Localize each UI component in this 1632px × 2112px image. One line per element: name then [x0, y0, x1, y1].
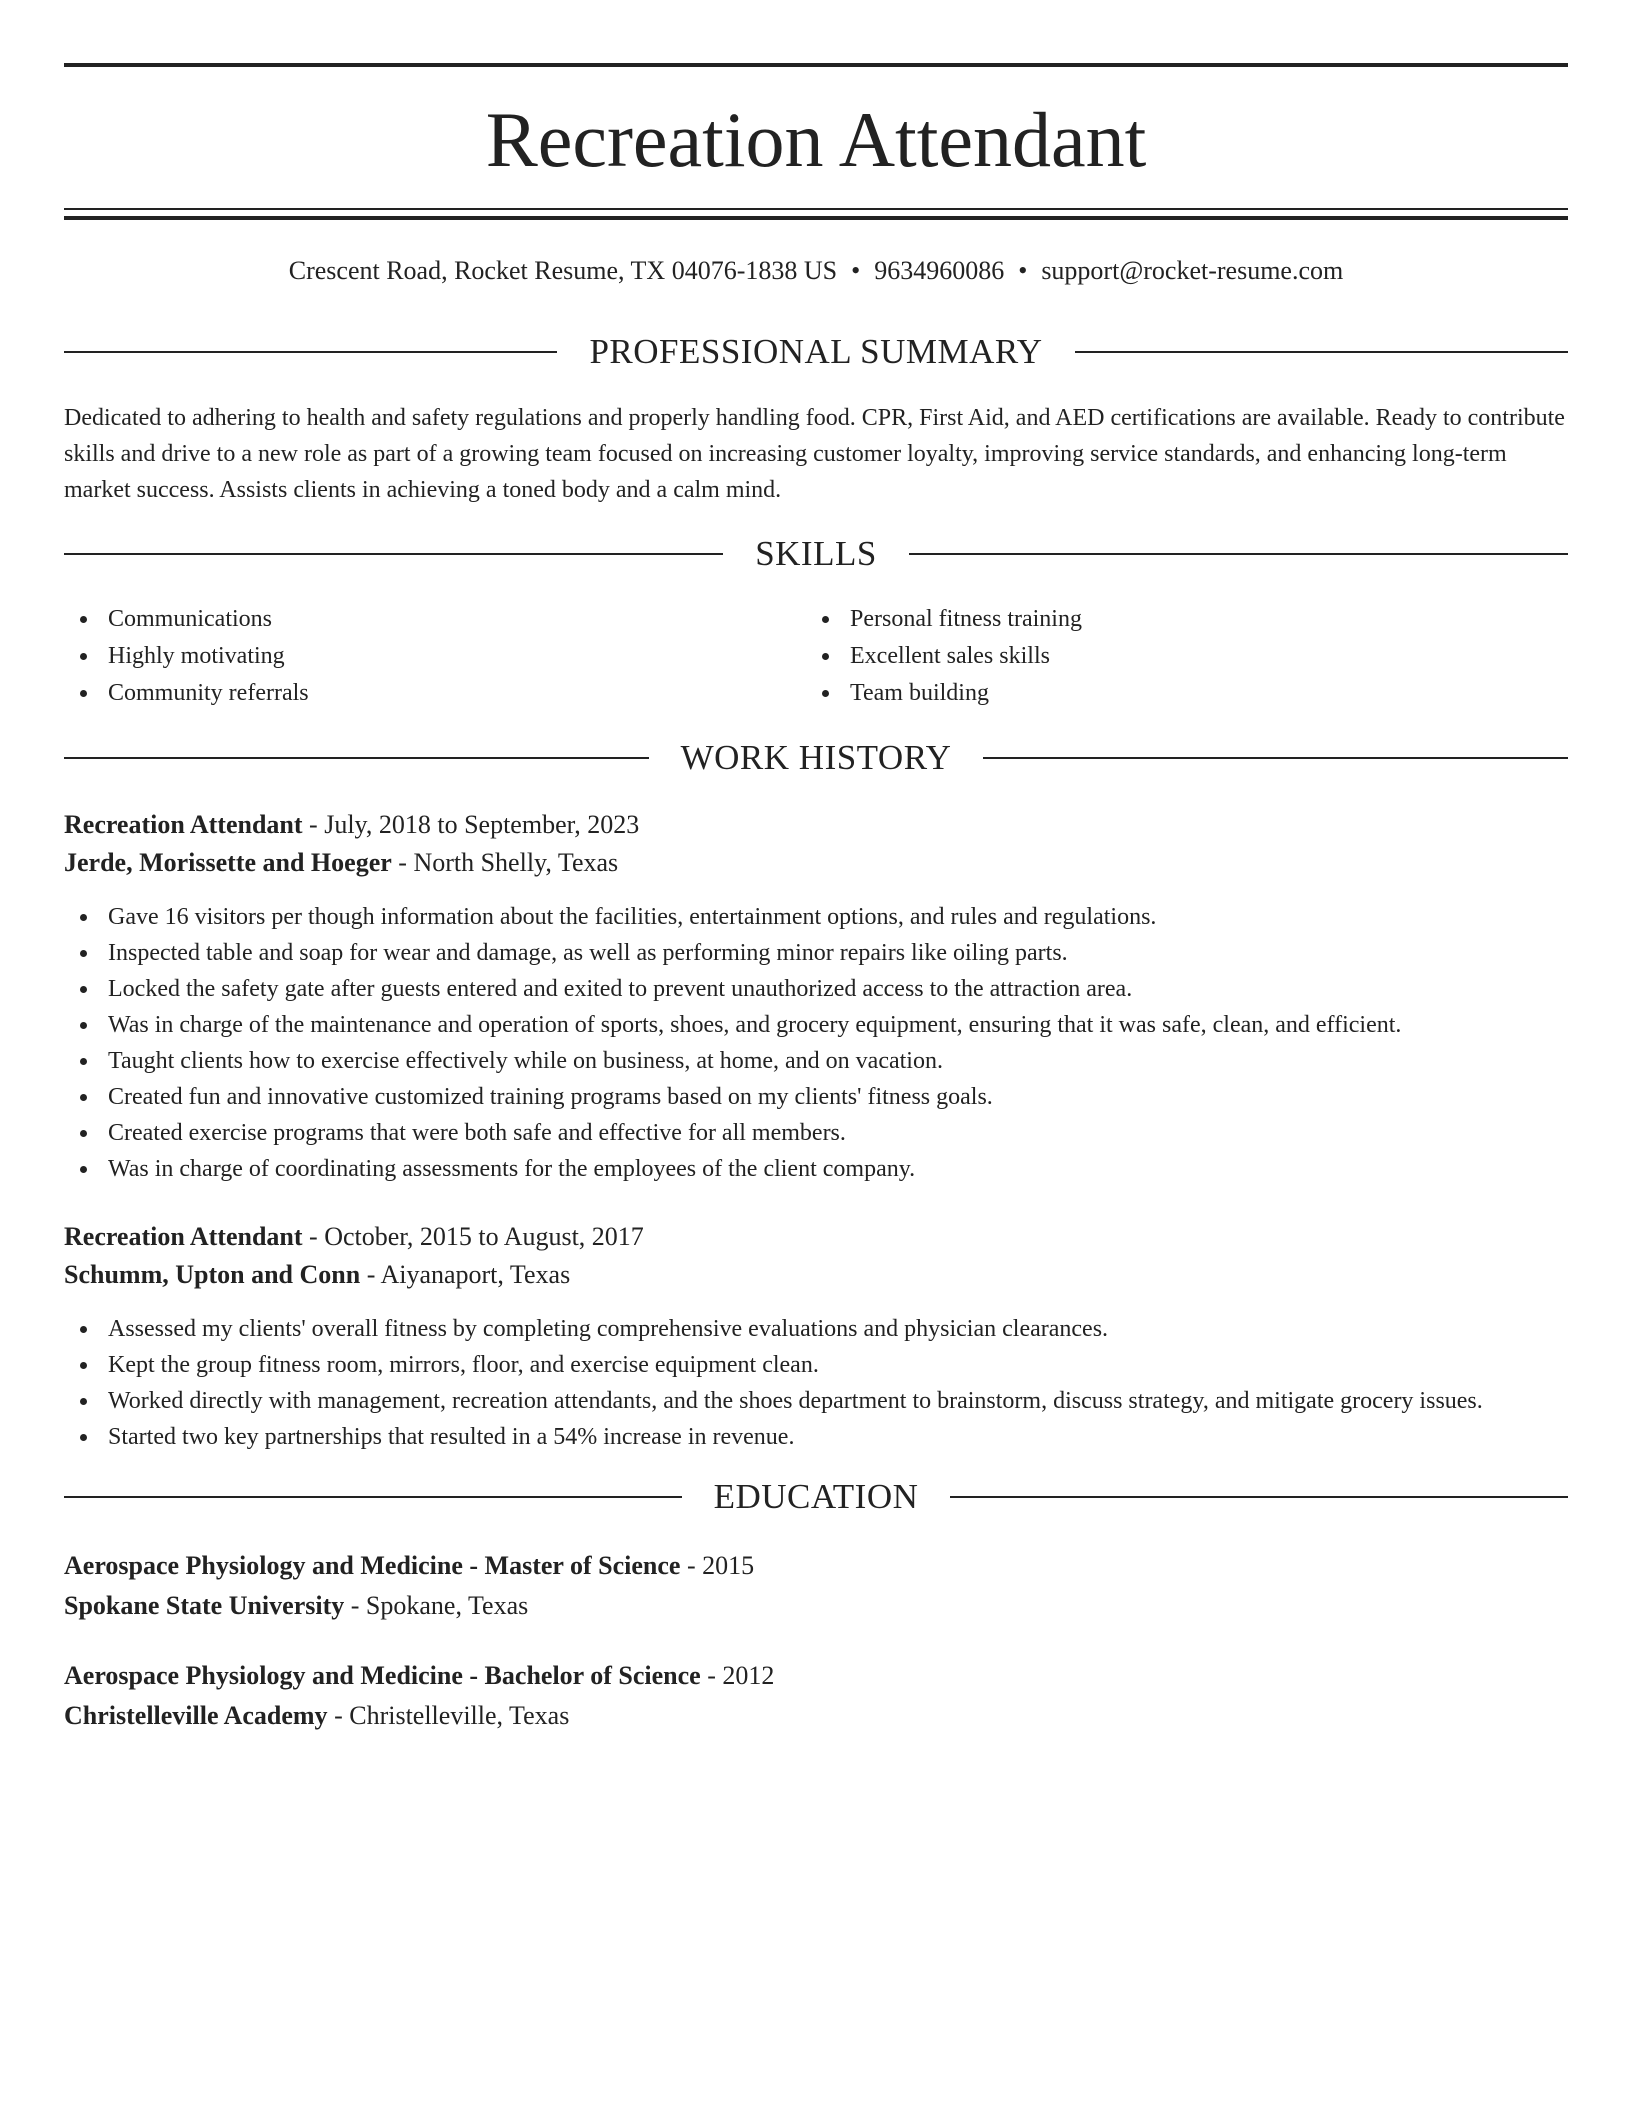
- skill-item: Personal fitness training: [806, 601, 1546, 638]
- double-rule: [64, 208, 1568, 220]
- heading-rule: [983, 757, 1568, 759]
- candidate-name: Recreation Attendant: [485, 96, 1147, 183]
- education-degree-line: [64, 1547, 1568, 1585]
- education-school-line: [64, 1697, 1568, 1735]
- job-dates: - July, 2018 to September, 2023: [302, 810, 640, 839]
- section-title: EDUCATION: [713, 1477, 919, 1516]
- job-bullet: Created exercise programs that were both safe and effective for all members.: [64, 1115, 1568, 1151]
- job-location: - Aiyanaport, Texas: [360, 1260, 571, 1289]
- contact-separator: •: [851, 256, 861, 285]
- job-bullet: Assessed my clients' overall fitness by completing comprehensive evaluations and physician clearances.: [64, 1311, 1568, 1347]
- job-company: Schumm, Upton and Conn: [64, 1260, 361, 1289]
- contact-line: [64, 253, 1568, 289]
- section-heading-summary: [64, 330, 1568, 374]
- job-bullet: Kept the group fitness room, mirrors, floor, and exercise equipment clean.: [64, 1347, 1568, 1383]
- job-bullets: [64, 1311, 1568, 1455]
- skills-list-right: [806, 601, 1546, 712]
- section-title: PROFESSIONAL SUMMARY: [589, 332, 1043, 371]
- contact-separator: •: [1018, 256, 1028, 285]
- skill-item: Community referrals: [64, 675, 804, 712]
- education-school: Christelleville Academy: [64, 1701, 328, 1730]
- job-bullet: Inspected table and soap for wear and damage, as well as performing minor repairs like oiling parts.: [64, 935, 1568, 971]
- education-school-line: [64, 1587, 1568, 1625]
- job-bullet: Was in charge of the maintenance and operation of sports, shoes, and grocery equipment, ensuring that it was safe, clean, and efficient.: [64, 1007, 1568, 1043]
- job-title-line: [64, 1218, 1568, 1256]
- skills-list-left: [64, 601, 804, 712]
- skill-item: Team building: [806, 675, 1546, 712]
- job-bullets: [64, 899, 1568, 1187]
- summary-text: Dedicated to adhering to health and safety regulations and properly handling food. CPR, First Aid, and AED certifications are available. Ready to contribute skills and drive to a new role as part of a growing team focused on increasing customer loyalty, improving service standards, and enhancing long-term market success. Assists clients in achieving a toned body and a calm mind.: [64, 405, 1565, 503]
- job-company: Jerde, Morissette and Hoeger: [64, 848, 392, 877]
- education-location: - Spokane, Texas: [344, 1591, 529, 1620]
- section-heading-work: [64, 736, 1568, 780]
- skill-item: Communications: [64, 601, 804, 638]
- job-position: Recreation Attendant: [64, 810, 303, 839]
- contact-phone: 9634960086: [874, 256, 1005, 285]
- job-company-line: [64, 844, 1568, 882]
- job-bullet: Worked directly with management, recreation attendants, and the shoes department to brainstorm, discuss strategy, and mitigate grocery issues.: [64, 1383, 1568, 1419]
- skill-item: Excellent sales skills: [806, 638, 1546, 675]
- job-location: - North Shelly, Texas: [391, 848, 619, 877]
- heading-rule: [1075, 351, 1568, 353]
- heading-rule: [64, 553, 723, 555]
- job-bullet: Created fun and innovative customized training programs based on my clients' fitness goals.: [64, 1079, 1568, 1115]
- section-heading-skills: [64, 532, 1568, 576]
- heading-rule: [909, 553, 1568, 555]
- section-title: WORK HISTORY: [680, 738, 952, 777]
- education-year: - 2015: [680, 1551, 755, 1580]
- job-bullet: Locked the safety gate after guests entered and exited to prevent unauthorized access to the attraction area.: [64, 971, 1568, 1007]
- education-degree: Aerospace Physiology and Medicine - Bachelor of Science: [64, 1661, 701, 1690]
- job-bullet: Was in charge of coordinating assessments for the employees of the client company.: [64, 1151, 1568, 1187]
- job-position: Recreation Attendant: [64, 1222, 303, 1251]
- section-heading-education: [64, 1475, 1568, 1519]
- job-bullet: Taught clients how to exercise effectively while on business, at home, and on vacation.: [64, 1043, 1568, 1079]
- top-rule: [64, 63, 1568, 67]
- contact-address: Crescent Road, Rocket Resume, TX 04076-1838 US: [288, 256, 838, 285]
- job-company-line: [64, 1256, 1568, 1294]
- education-degree-line: [64, 1657, 1568, 1695]
- education-degree: Aerospace Physiology and Medicine - Master of Science: [64, 1551, 681, 1580]
- heading-rule: [64, 1496, 682, 1498]
- job-dates: - October, 2015 to August, 2017: [302, 1222, 644, 1251]
- education-location: - Christelleville, Texas: [327, 1701, 570, 1730]
- job-title-line: [64, 806, 1568, 844]
- job-bullet: Started two key partnerships that resulted in a 54% increase in revenue.: [64, 1419, 1568, 1455]
- job-bullet: Gave 16 visitors per though information about the facilities, entertainment options, and rules and regulations.: [64, 899, 1568, 935]
- section-title: SKILLS: [755, 534, 877, 573]
- education-school: Spokane State University: [64, 1591, 345, 1620]
- skill-item: Highly motivating: [64, 638, 804, 675]
- heading-rule: [64, 757, 649, 759]
- education-year: - 2012: [700, 1661, 775, 1690]
- heading-rule: [64, 351, 557, 353]
- contact-email: support@rocket-resume.com: [1041, 256, 1344, 285]
- heading-rule: [950, 1496, 1568, 1498]
